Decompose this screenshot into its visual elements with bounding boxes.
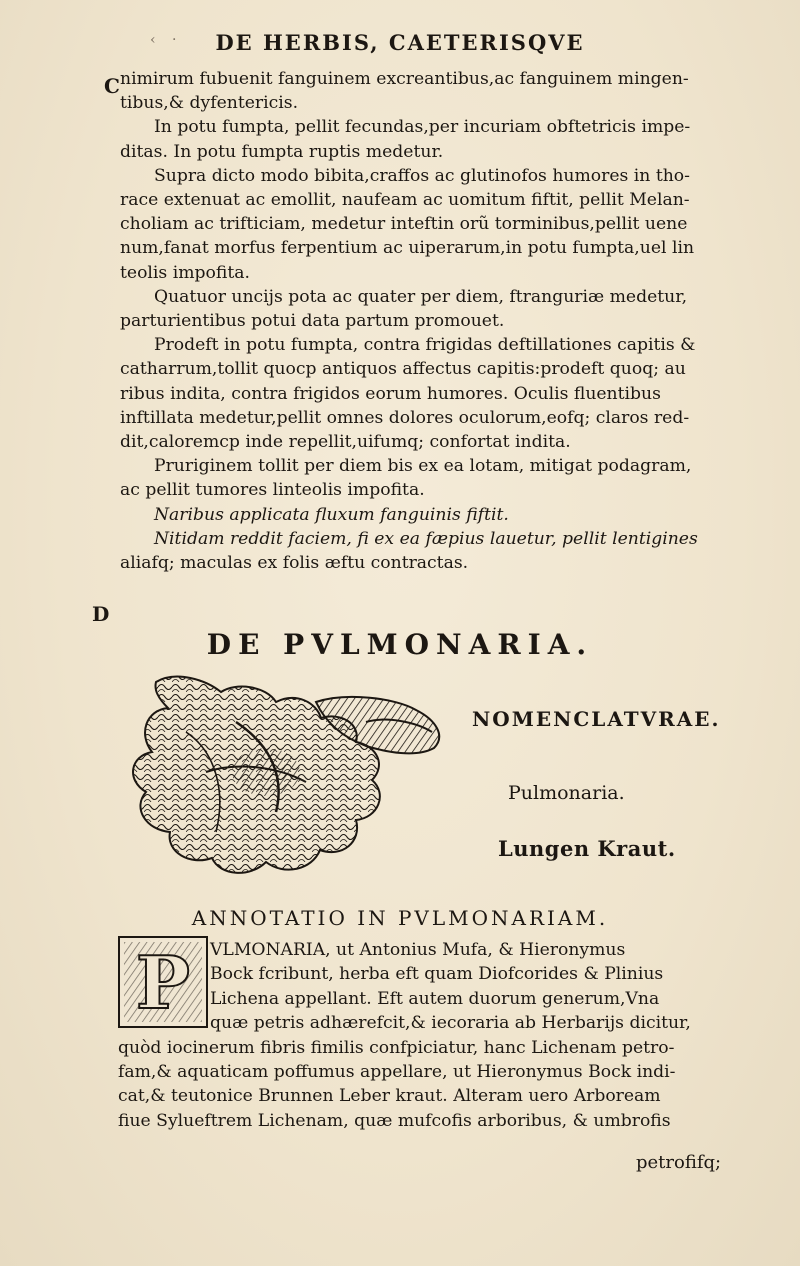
text-line: Supra dicto modo bibita,craffos ac glutinofos humores in tho-	[154, 165, 690, 186]
text-line: nimirum fubuenit fanguinem excreantibus,ac fanguinem mingen-	[120, 69, 689, 89]
annotation-line: fiue Sylueftrem Lichenam, quæ mufcofis arboribus, & umbrofis	[118, 1110, 671, 1131]
text-line: inftillata medetur,pellit omnes dolores oculorum,eofq; claros red-	[120, 407, 690, 428]
nomenclature-heading: NOMENCLATVRAE.	[472, 707, 721, 731]
text-line: num,fanat morfus ferpentium ac uiperarum,in potu fumpta,uel lin	[120, 238, 695, 259]
running-head-title: DE HERBIS, CAETERISQVE	[215, 30, 585, 55]
text-line: ac pellit tumores linteolis impofita.	[120, 480, 425, 501]
text-line: dit,caloremcp inde repellit,uifumq; confortat indita.	[120, 432, 571, 453]
running-head	[0, 30, 800, 55]
annotation-line: quòd iocinerum fibris fimilis confpiciatur, hanc Lichenam petro-	[118, 1037, 675, 1058]
text-line: catharrum,tollit quocp antiquos affectus capitis:prodeft quoq; au	[120, 359, 686, 380]
annotation-line: Bock fcribunt, herba eft quam Diofcorides & Plinius	[210, 964, 664, 985]
text-line: race extenuat ac emollit, naufeam ac uomitum fiftit, pellit Melan-	[120, 190, 690, 211]
catchword: petrofifq;	[636, 1152, 722, 1173]
header-marks: ‹ ·	[150, 32, 183, 48]
pulmonaria-woodcut-illustration	[116, 662, 456, 890]
text-line: ribus indita, contra frigidos eorum humores. Oculis fluentibus	[120, 383, 661, 404]
text-line: Pruriginem tollit per diem bis ex ea lotam, mitigat podagram,	[154, 456, 692, 477]
text-line: teolis impofita.	[120, 262, 250, 283]
latin-plant-name: Pulmonaria.	[508, 782, 625, 804]
main-text-block	[120, 67, 740, 575]
annotation-line: quæ petris adhærefcit,& iecoraria ab Herbarijs dicitur,	[210, 1013, 691, 1034]
text-line: ditas. In potu fumpta ruptis medetur.	[120, 141, 444, 162]
margin-letter-d: D	[92, 602, 110, 626]
annotation-text-block	[118, 938, 738, 1133]
annotation-line: cat,& teutonice Brunnen Leber kraut. Alteram uero Arboream	[118, 1086, 661, 1107]
text-line: Nitidam reddit faciem, fi ex ea fæpius lauetur, pellit lentigines	[154, 528, 698, 549]
section-title: DE PVLMONARIA.	[206, 628, 594, 661]
annotation-title: ANNOTATIO IN PVLMONARIAM.	[191, 906, 609, 930]
text-line: choliam ac trifticiam, medetur inteftin orũ torminibus,pellit uene	[120, 214, 688, 235]
annotation-line: VLMONARIA, ut Antonius Mufa, & Hieronymus	[210, 940, 626, 960]
german-plant-name: Lungen Kraut.	[498, 836, 676, 861]
annotation-line: fam,& aquaticam poffumus appellare, ut Hieronymus Bock indi-	[118, 1062, 676, 1083]
margin-letter-c: C	[104, 74, 120, 98]
text-line: Quatuor uncijs pota ac quater per diem, ftranguriæ medetur,	[154, 286, 688, 307]
text-line: Prodeft in potu fumpta, contra frigidas deftillationes capitis &	[154, 335, 696, 356]
text-line: parturientibus potui data partum promouet.	[120, 311, 505, 332]
annotation-line: Lichena appellant. Eft autem duorum generum,Vna	[210, 988, 660, 1009]
text-line: In potu fumpta, pellit fecundas,per incuriam obftetricis impe-	[154, 117, 691, 138]
text-line: tibus,& dyfentericis.	[120, 93, 299, 114]
text-line: Naribus applicata fluxum fanguinis fiftit.	[154, 504, 509, 525]
initial-letter: P	[135, 940, 191, 1025]
text-line: aliafq; maculas ex folis æftu contractas.	[120, 553, 469, 574]
